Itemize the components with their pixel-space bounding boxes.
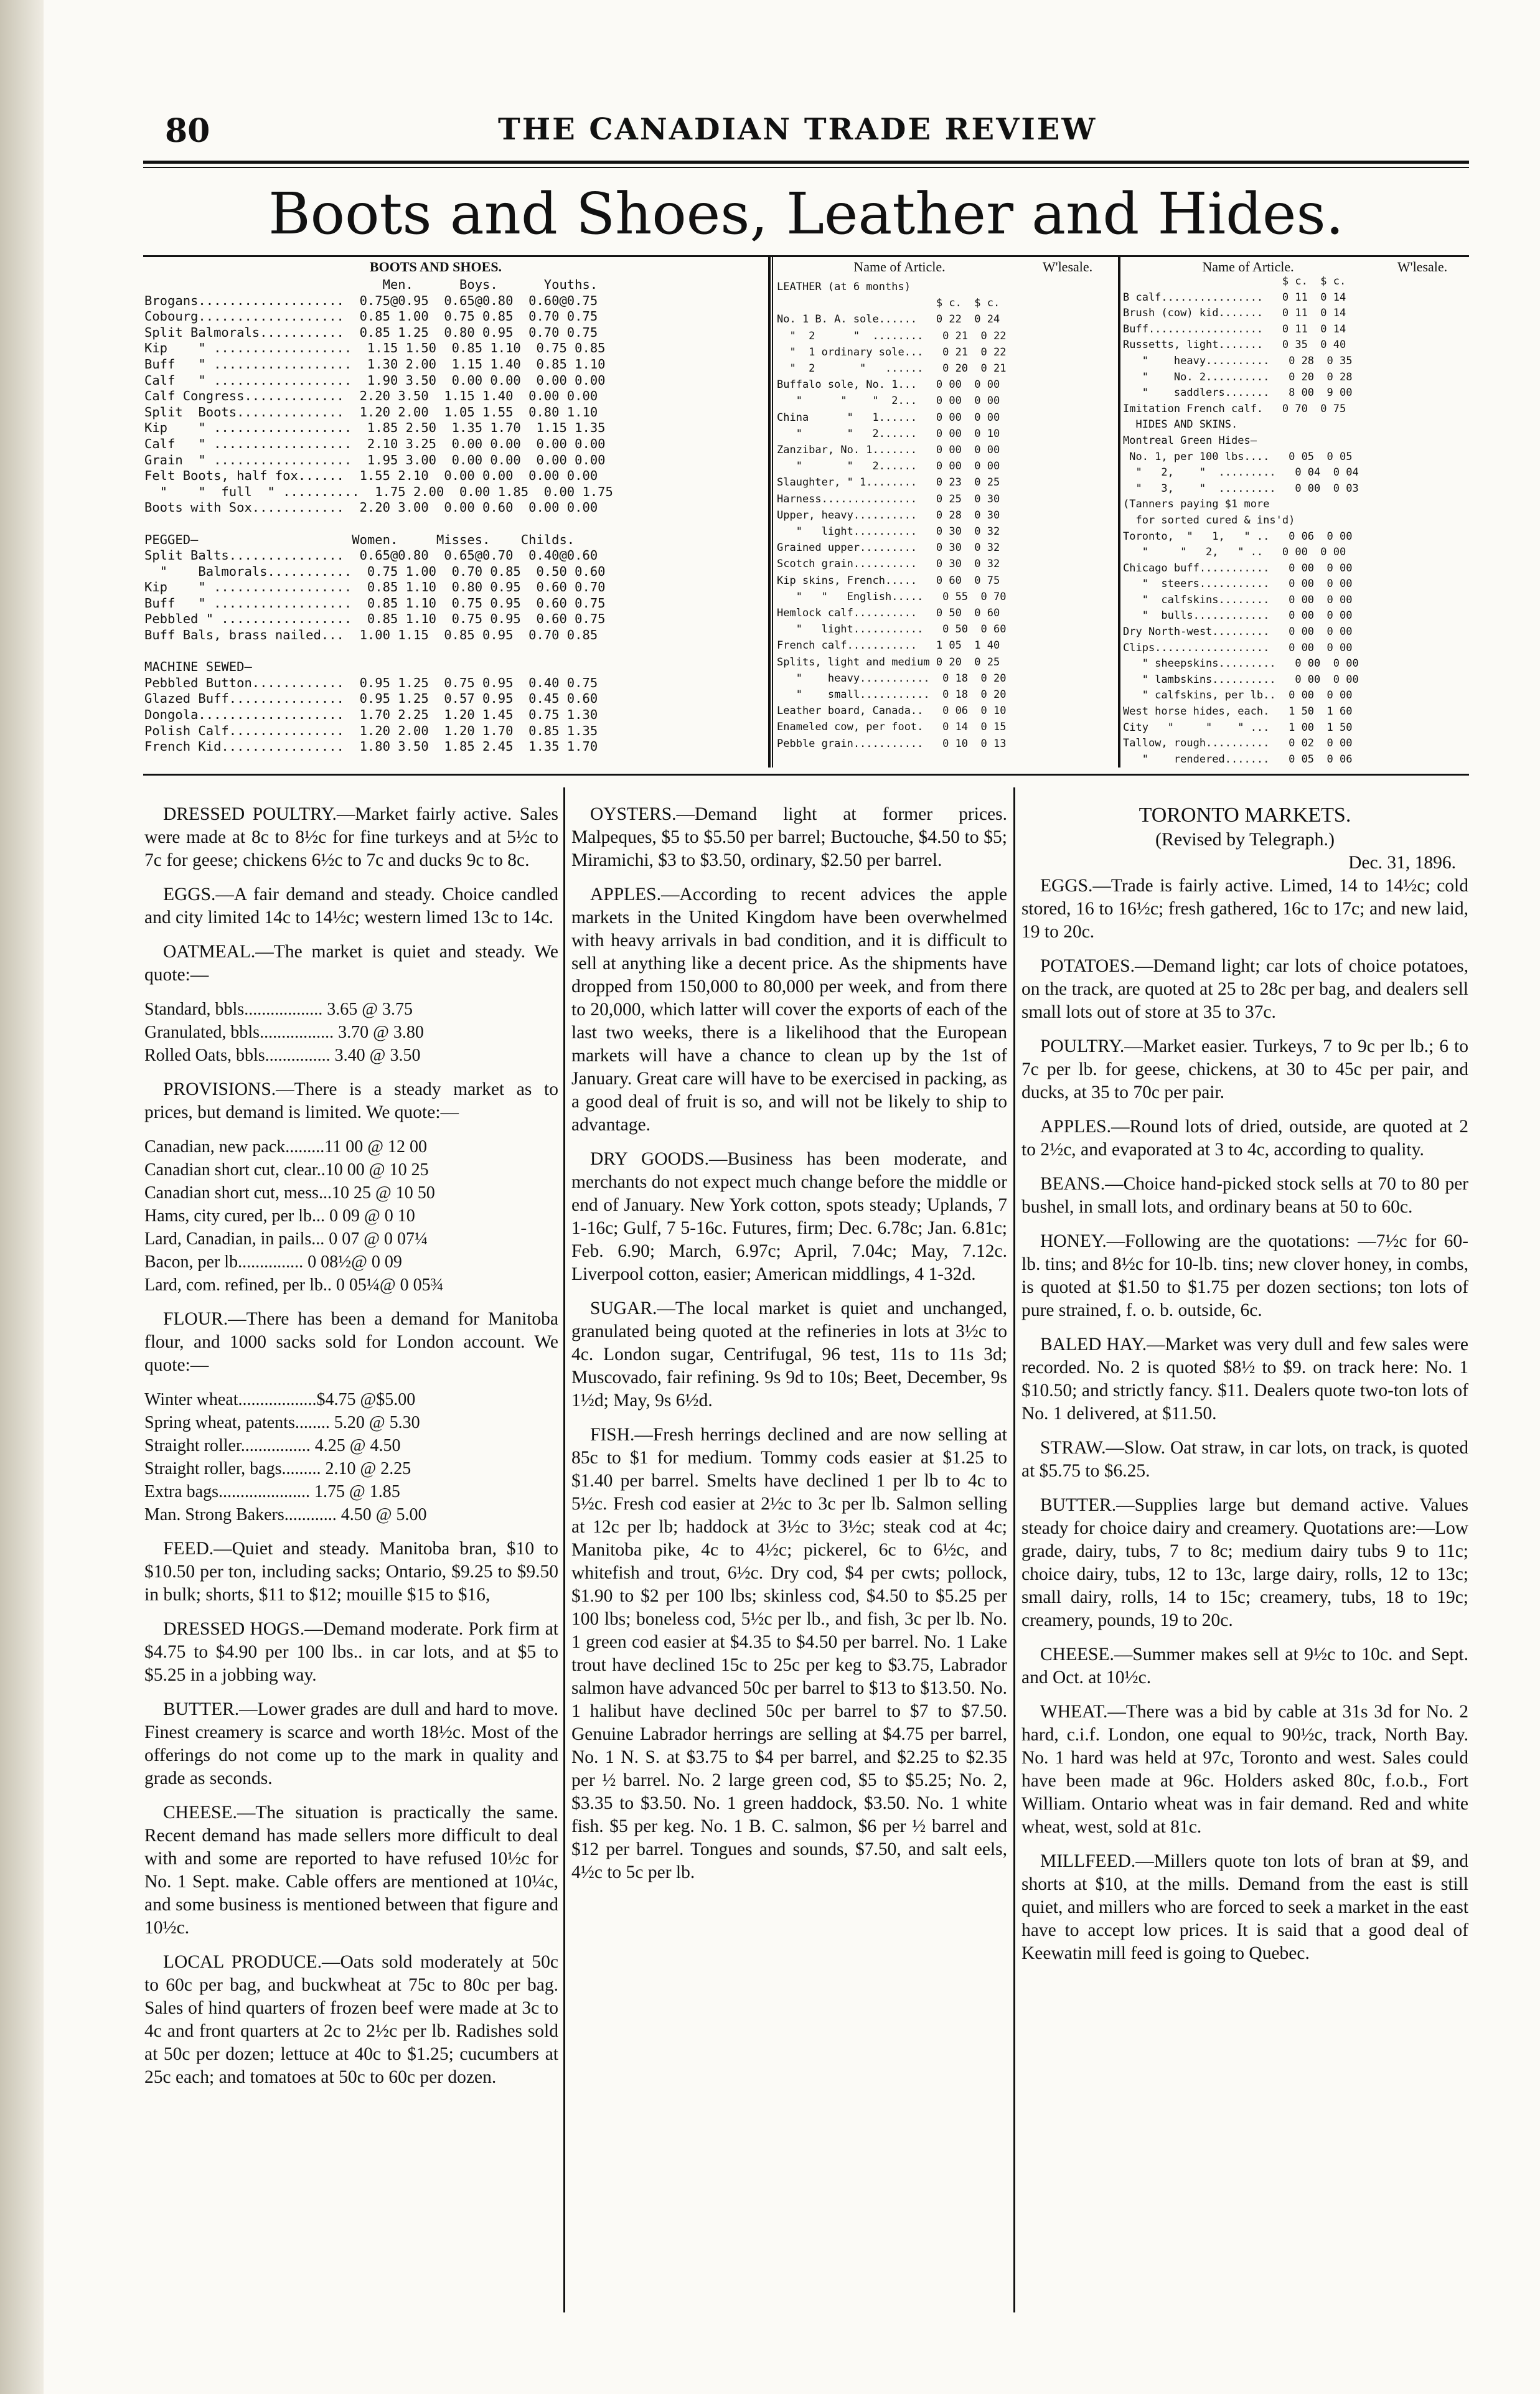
column-right xyxy=(1021,803,1468,2309)
table-row: " 2, " ......... 0 04 0 04 xyxy=(1123,466,1359,479)
table-row: " sheepskins......... 0 00 0 00 xyxy=(1123,657,1359,670)
table-row: Kip " .................. 1.85 2.50 1.35 1.70 1.15 1.35 xyxy=(144,420,606,436)
table-row: " " " 2... 0 00 0 00 xyxy=(777,395,1000,408)
market-paragraph: FLOUR.—There has been a demand for Manitoba flour, and 1000 sacks sold for London account. We quote:— xyxy=(144,1309,558,1375)
table-row: " lambskins.......... 0 00 0 00 xyxy=(1123,673,1359,686)
table-row: Buff.................. 0 11 0 14 xyxy=(1123,322,1346,336)
market-paragraph: DRESSED HOGS.—Demand moderate. Pork firm at $4.75 to $4.90 per 100 lbs.. in car lots, and at $5 to $5.25 in a jobbing way. xyxy=(144,1619,558,1685)
market-paragraph: BUTTER.—Lower grades are dull and hard to move. Finest creamery is scarce and worth 18½c. Most of the offerings do not come up to the mark in quality and grade as seconds. xyxy=(144,1699,558,1788)
table-row: Tallow, rough.......... 0 02 0 00 xyxy=(1123,737,1353,750)
table-row: " rendered....... 0 05 0 06 xyxy=(1123,753,1353,766)
market-paragraph: STRAW.—Slow. Oat straw, in car lots, on track, is quoted at $5.75 to $6.25. xyxy=(1021,1438,1468,1481)
table-row: Russetts, light....... 0 35 0 40 xyxy=(1123,339,1346,352)
table-row: " light.......... 0 30 0 32 xyxy=(777,525,1000,538)
table-row: Chicago buff........... 0 00 0 00 xyxy=(1123,561,1353,575)
table-row: MACHINE SEWED— xyxy=(144,659,252,675)
table-row: Cobourg................... 0.85 1.00 0.75 0.85 0.70 0.75 xyxy=(144,309,598,324)
section-title: Boots and Shoes, Leather and Hides. xyxy=(268,181,1344,247)
market-paragraph: DRESSED POULTRY.—Market fairly active. Sales were made at 8c to 8½c for fine turkeys and at 5½c to 7c for geese; chickens 6½c to 7c and ducks 9c to 8c. xyxy=(144,804,558,870)
table-row: Kip skins, French..... 0 60 0 75 xyxy=(777,574,1000,587)
table-row: Pebbled Button............ 0.95 1.25 0.75 0.95 0.40 0.75 xyxy=(144,675,598,690)
market-paragraph: CHEESE.—The situation is practically the same. Recent demand has made sellers more difficult to deal with and some are reported to have refused 10½c for No. 1 Sept. make. Cable offers are mentioned at 10¼c, and some business is mentioned between that figure and 10½c. xyxy=(144,1803,558,1938)
table-row: Glazed Buff............... 0.95 1.25 0.57 0.95 0.45 0.60 xyxy=(144,691,598,706)
market-paragraph: FEED.—Quiet and steady. Manitoba bran, $10 to $10.50 per ton, including sacks; Ontario, $9.25 to $9.50 in bulk; shorts, $11 to $12; mouille $15 to $16, xyxy=(144,1539,558,1605)
table-row: Buffalo sole, No. 1... 0 00 0 00 xyxy=(777,378,1000,392)
market-paragraph: BEANS.—Choice hand-picked stock sells at 70 to 80 per bushel, in small lots, and ordinary beans at 50 to 60c. xyxy=(1021,1174,1468,1217)
table-row: Leather board, Canada.. 0 06 0 10 xyxy=(777,705,1007,718)
table-row: LEATHER (at 6 months) xyxy=(777,281,911,293)
market-paragraph: WHEAT.—There was a bid by cable at 31s 3d for No. 2 hard, c.i.f. London, one equal to 90½c, track, North Bay. No. 1 hard was held at 97c, Toronto and west. Sales could have been made at 96c. Holders asked 80c, f.o.b., Fort William. Ontario wheat was in fair demand. Red and white wheat, west, sold at 81c. xyxy=(1021,1702,1468,1837)
table-row: " " 2...... 0 00 0 00 xyxy=(777,460,1000,473)
table-row: Grained upper......... 0 30 0 32 xyxy=(777,542,1000,555)
leather-heading-name: Name of Article. xyxy=(853,259,946,275)
table-row: French Kid................ 1.80 3.50 1.85 2.45 1.35 1.70 xyxy=(144,739,598,754)
table-row: Split Balmorals........... 0.85 1.25 0.80 0.95 0.70 0.75 xyxy=(144,324,598,340)
market-paragraph: Winter wheat..................$4.75 @$5.00 Spring wheat, patents........ 5.20 @ 5.30 Straight roller................ 4.25 @ 4.50 Straight roller, bags......... 2.10 @ 2.25 Extra bags..................... 1.75 @ 1.85 Man. Strong Bakers............ 4.50 @ 5.00 xyxy=(144,1390,427,1524)
table-row: " 2 " ........ 0 21 0 22 xyxy=(777,329,1007,342)
table-row: " No. 2.......... 0 20 0 28 xyxy=(1123,370,1353,383)
table-row: Pebbled " ................. 0.85 1.10 0.75 0.95 0.60 0.75 xyxy=(144,611,606,627)
market-paragraph: OYSTERS.—Demand light at former prices. Malpeques, $5 to $5.50 per barrel; Buctouche, $4.50 to $5; Miramichi, $3 to $3.50, ordinary, $2.50 per barrel. xyxy=(571,804,1007,870)
table-divider xyxy=(768,257,771,767)
table-row: Harness............... 0 25 0 30 xyxy=(777,492,1000,505)
table-row: " calfskins........ 0 00 0 00 xyxy=(1123,593,1353,606)
table-row: " steers........... 0 00 0 00 xyxy=(1123,578,1353,591)
table-row: Slaughter, " 1........ 0 23 0 25 xyxy=(777,476,1000,489)
hides-heading-price: W'lesale. xyxy=(1397,259,1448,275)
table-row: Buff Bals, brass nailed... 1.00 1.15 0.85 0.95 0.70 0.85 xyxy=(144,627,598,643)
market-paragraph: POULTRY.—Market easier. Turkeys, 7 to 9c per lb.; 6 to 7c per lb. for geese, chickens, at 30 to 45c per pair, and ducks, at 35 to 70c per pair. xyxy=(1021,1036,1468,1102)
table-row: " small........... 0 18 0 20 xyxy=(777,688,1007,702)
toronto-heading: TORONTO MARKETS. xyxy=(1139,804,1351,827)
table-row xyxy=(144,516,767,532)
table-row: Enameled cow, per foot. 0 14 0 15 xyxy=(777,721,1007,734)
market-paragraph: BUTTER.—Supplies large but demand active. Values steady for choice dairy and creamery. Quotations are:—Low grade, dairy, tubs, 7 to 8c; medium dairy tubs 9 to 11c; choice dairy, tubs, 12 to 13c, large dairy, rolls, 12 to 13c; small dairy, rolls, 14 to 15c; creamery, tubs, 18 to 19c; creamery, pounds, 19 to 20c. xyxy=(1021,1495,1468,1630)
table-row: Grain " .................. 1.95 3.00 0.00 0.00 0.00 0.00 xyxy=(144,452,606,467)
toronto-date: Dec. 31, 1896. xyxy=(1348,853,1456,873)
table-row: West horse hides, each. 1 50 1 60 xyxy=(1123,705,1353,718)
boots-table xyxy=(144,277,767,775)
header-rule xyxy=(143,161,1469,164)
market-paragraph: DRY GOODS.—Business has been moderate, and merchants do not expect much change before the middle or end of January. New York cotton, spots steady; Uplands, 7 1-16c; Gulf, 7 5-16c. Futures, firm; Dec. 6.78c; Jan. 6.81c; Feb. 6.90; March, 6.97c; April, 7.04c; May, 7.12c. Liverpool cotton, easier; American middlings, 4 1-32d. xyxy=(571,1149,1007,1284)
table-divider xyxy=(1118,257,1120,767)
table-row: French calf........... 1 05 1 40 xyxy=(777,639,1000,652)
boots-heading: BOOTS AND SHOES. xyxy=(369,259,502,275)
table-row: Dongola................... 1.70 2.25 1.20 1.45 0.75 1.30 xyxy=(144,707,598,723)
leather-heading-price: W'lesale. xyxy=(1042,259,1093,275)
table-row: Montreal Green Hides— xyxy=(1123,434,1257,447)
table-row: China " 1...... 0 00 0 00 xyxy=(777,411,1000,424)
table-row: No. 1, per 100 lbs.... 0 05 0 05 xyxy=(1123,450,1353,463)
table-row xyxy=(144,644,767,660)
market-paragraph: APPLES.—Round lots of dried, outside, are quoted at 2 to 2½c, and evaporated at 3 to 4c, according to quality. xyxy=(1021,1117,1468,1160)
table-bottom-rule xyxy=(143,774,1469,776)
market-paragraph: MILLFEED.—Millers quote ton lots of bran at $9, and shorts at $10, at the mills. Demand from the east is still quiet, and millers who are forced to seek a market in the east have to accept low prices. It is said that a good deal of Keewatin mill feed is going to Quebec. xyxy=(1021,1851,1468,1963)
table-row: Calf " .................. 1.90 3.50 0.00 0.00 0.00 0.00 xyxy=(144,372,606,388)
table-row: Buff " .................. 0.85 1.10 0.75 0.95 0.60 0.75 xyxy=(144,595,606,611)
table-row: Men. Boys. Youths. xyxy=(144,277,598,292)
market-paragraph: HONEY.—Following are the quotations: —7½c for 60-lb. tins; and 8½c for 10-lb. tins; new clover honey, in combs, is quoted at $1.50 to $1.75 per dozen sections; ton lots of pure strained, f. o. b. outside, 6c. xyxy=(1021,1231,1468,1320)
table-row: Toronto, " 1, " .. 0 06 0 00 xyxy=(1123,530,1353,543)
table-row: PEGGED— Women. Misses. Childs. xyxy=(144,532,575,547)
toronto-subheading: (Revised by Telegraph.) xyxy=(1155,829,1335,850)
table-row: Kip " .................. 1.15 1.50 0.85 1.10 0.75 0.85 xyxy=(144,340,606,356)
table-row: No. 1 B. A. sole...... 0 22 0 24 xyxy=(777,313,1000,326)
table-row: " heavy........... 0 18 0 20 xyxy=(777,672,1007,685)
table-row: City " " " ... 1 00 1 50 xyxy=(1123,721,1353,734)
market-paragraph: EGGS.—A fair demand and steady. Choice candled and city limited 14c to 14½c; western limed 13c to 14c. xyxy=(144,885,558,927)
table-row: " heavy.......... 0 28 0 35 xyxy=(1123,354,1353,367)
table-row: $ c. $ c. xyxy=(1123,275,1346,288)
market-paragraph: BALED HAY.—Market was very dull and few sales were recorded. No. 2 is quoted $8½ to $9. on track here: No. 1 $10.50; and strictly fancy. $11. Dealers quote two-ton lots of No. 1 delivered, at $11.50. xyxy=(1021,1335,1468,1424)
market-paragraph: PROVISIONS.—There is a steady market as to prices, but demand is limited. We quote:— xyxy=(144,1079,558,1122)
market-paragraph: Standard, bbls.................. 3.65 @ 3.75 Granulated, bbls................. 3.70 @ 3.80 Rolled Oats, bbls............... 3.40 @ 3.50 xyxy=(144,1000,424,1065)
column-rule xyxy=(563,787,565,2312)
table-row: " 3, " ......... 0 00 0 03 xyxy=(1123,482,1359,495)
table-row: " Balmorals........... 0.75 1.00 0.70 0.85 0.50 0.60 xyxy=(144,563,606,579)
table-row: for sorted cured & ins'd) xyxy=(1123,514,1295,527)
column-middle xyxy=(571,803,1007,2309)
market-paragraph: LOCAL PRODUCE.—Oats sold moderately at 50c to 60c per bag, and buckwheat at 75c to 80c per bag. Sales of hind quarters of frozen beef were made at 3c to 4c and front quarters at 2c to 2½c per lb. Radishes sold at 50c per dozen; lettuce at 40c to $1.25; cucumbers at 25c each; and tomatoes at 50c to 60c per dozen. xyxy=(144,1952,558,2087)
market-paragraph: APPLES.—According to recent advices the apple markets in the United Kingdom have been overwhelmed with heavy arrivals in bad condition, and it is difficult to sell at anything like a decent price. As the shipments have dropped from 150,000 to 80,000 per week, and from there to 20,000, which latter will cover the exports of each of the last two weeks, there is a likelihood that the European markets will have a chance to clean up by the 1st of January. Great care will have to be exercised in packing, as a good deal of fruit is so, and will not be likely to ship to advantage. xyxy=(571,885,1007,1135)
table-row: Pebble grain........... 0 10 0 13 xyxy=(777,737,1007,750)
market-paragraph: POTATOES.—Demand light; car lots of choice potatoes, on the track, are quoted at 25 to 28c per bag, and dealers sell small lots out of store at 35 to 37c. xyxy=(1021,956,1468,1022)
hides-table xyxy=(1123,274,1472,772)
hides-heading-name: Name of Article. xyxy=(1202,259,1294,275)
table-row: Calf " .................. 2.10 3.25 0.00 0.00 0.00 0.00 xyxy=(144,436,606,451)
market-paragraph: CHEESE.—Summer makes sell at 9½c to 10c. and Sept. and Oct. at 10½c. xyxy=(1021,1645,1468,1688)
table-row: Split Balts............... 0.65@0.80 0.65@0.70 0.40@0.60 xyxy=(144,548,598,563)
table-row: Dry North-west......... 0 00 0 00 xyxy=(1123,626,1353,639)
column-left xyxy=(144,803,558,2309)
running-title: THE CANADIAN TRADE REVIEW xyxy=(498,112,1097,147)
table-row: " calfskins, per lb.. 0 00 0 00 xyxy=(1123,689,1353,702)
table-row: " light........... 0 50 0 60 xyxy=(777,623,1007,636)
table-row: " 1 ordinary sole... 0 21 0 22 xyxy=(777,345,1007,359)
table-row: " saddlers....... 8 00 9 00 xyxy=(1123,387,1353,400)
table-divider-thin xyxy=(772,257,773,767)
column-rule xyxy=(1013,787,1015,2312)
table-row: Brush (cow) kid....... 0 11 0 14 xyxy=(1123,307,1346,320)
market-paragraph: SUGAR.—The local market is quiet and unchanged, granulated being quoted at the refineries in lots at 3½c to 4c. London sugar, Centrifugal, 96 test, 11s to 11s 3d; Muscovado, fair refining. 9s 9d to 10s; Beet, December, 9s 1½d; May, 9s 6½d. xyxy=(571,1298,1007,1411)
market-paragraph: Canadian, new pack.........11 00 @ 12 00 Canadian short cut, clear..10 00 @ 10 25 Canadian short cut, mess...10 25 @ 10 50 Hams, city cured, per lb... 0 09 @ 0 10 Lard, Canadian, in pails... 0 07 @ 0 07¼ Bacon, per lb............... 0 08½@ 0 09 Lard, com. refined, per lb.. 0 05¼@ 0 05¾ xyxy=(144,1137,444,1295)
table-row: Imitation French calf. 0 70 0 75 xyxy=(1123,402,1346,415)
table-row: Splits, light and medium 0 20 0 25 xyxy=(777,655,1000,669)
table-row: Brogans................... 0.75@0.95 0.65@0.80 0.60@0.75 xyxy=(144,293,598,308)
table-row: Polish Calf............... 1.20 2.00 1.20 1.70 0.85 1.35 xyxy=(144,723,598,738)
table-row: Buff " .................. 1.30 2.00 1.15 1.40 0.85 1.10 xyxy=(144,356,606,372)
market-paragraph: FISH.—Fresh herrings declined and are now selling at 85c to $1 for medium. Tommy cods easier at $1.25 to $1.40 per barrel. Smelts have declined 1 per lb to 4c to 5½c. Fresh cod easier at 2½c to 3c per lb. Salmon selling at 12c per lb; haddock at 3½c to 3½c; steak cod at 4c; Manitoba pike, 4c to 4½c; pickerel, 6c to 6½c, and whitefish and trout, 6½c. Dry cod, $4 per cwts; pollock, $1.90 to $2 per 100 lbs; skinless cod, $4.50 to $5.25 per 100 lbs; boneless cod, 5½c per lb., and fish, 3c per lb. No. 1 green cod easier at $4.35 to $4.50 per barrel. No. 1 Lake trout have declined 15c to 25c per keg to $3.75, Labrador salmon have advanced 50c per barrel to $13 to $13.50. No. 1 halibut have declined 50c per barrel to $7 to $7.50. Genuine Labrador herrings are selling at $4.75 per barrel, No. 1 N. S. at $3.75 to $4 per barrel, and $2.25 to $2.35 per ½ barrel. No. 2 large green cod, $5 to $5.25; No. 2, $3.35 to $3.50. No. 1 green haddock, $3.50. No. 1 white fish. $5 per keg. No. 1 B. C. salmon, $6 per ½ barrel and $12 per barrel. Tongues and sounds, $7.50, and salt eels, 4½c to 5c per lb. xyxy=(571,1425,1007,1882)
table-row: Calf Congress............. 2.20 3.50 1.15 1.40 0.00 0.00 xyxy=(144,388,598,404)
table-row: Upper, heavy.......... 0 28 0 30 xyxy=(777,509,1000,522)
table-row: B calf................ 0 11 0 14 xyxy=(1123,291,1346,304)
table-row: Split Boots.............. 1.20 2.00 1.05 1.55 0.80 1.10 xyxy=(144,404,598,420)
table-row: Hemlock calf.......... 0 50 0 60 xyxy=(777,607,1000,620)
table-row: Felt Boots, half fox...... 1.55 2.10 0.00 0.00 0.00 0.00 xyxy=(144,468,598,484)
page-number: 80 xyxy=(165,112,210,150)
market-paragraph: OATMEAL.—The market is quiet and steady. We quote:— xyxy=(144,942,558,985)
table-row: " " English..... 0 55 0 70 xyxy=(777,590,1007,603)
table-row: HIDES AND SKINS. xyxy=(1123,418,1238,431)
table-row: " " full " .......... 1.75 2.00 0.00 1.85 0.00 1.75 xyxy=(144,484,613,499)
table-row: " bulls............ 0 00 0 00 xyxy=(1123,609,1353,622)
table-row: " " 2...... 0 00 0 10 xyxy=(777,427,1000,440)
leather-table xyxy=(777,279,1116,771)
table-row: $ c. $ c. xyxy=(777,297,1000,310)
market-paragraph: EGGS.—Trade is fairly active. Limed, 14 to 14½c; cold stored, 16 to 16½c; fresh gathered, 16c to 17c; and new laid, 19 to 20c. xyxy=(1021,876,1468,942)
table-row: (Tanners paying $1 more xyxy=(1123,498,1270,511)
table-row: " " 2, " .. 0 00 0 00 xyxy=(1123,546,1346,559)
table-row: " 2 " ...... 0 20 0 21 xyxy=(777,362,1007,375)
table-row: Scotch grain.......... 0 30 0 32 xyxy=(777,558,1000,571)
table-row: Kip " .................. 0.85 1.10 0.80 0.95 0.60 0.70 xyxy=(144,580,606,595)
scan-edge xyxy=(0,0,44,2394)
title-rule xyxy=(143,255,1469,257)
table-row: Boots with Sox............ 2.20 3.00 0.00 0.60 0.00 0.00 xyxy=(144,500,598,515)
table-row: Clips.................. 0 00 0 00 xyxy=(1123,641,1353,654)
table-row: Zanzibar, No. 1....... 0 00 0 00 xyxy=(777,444,1000,457)
header-rule-thin xyxy=(143,167,1469,168)
